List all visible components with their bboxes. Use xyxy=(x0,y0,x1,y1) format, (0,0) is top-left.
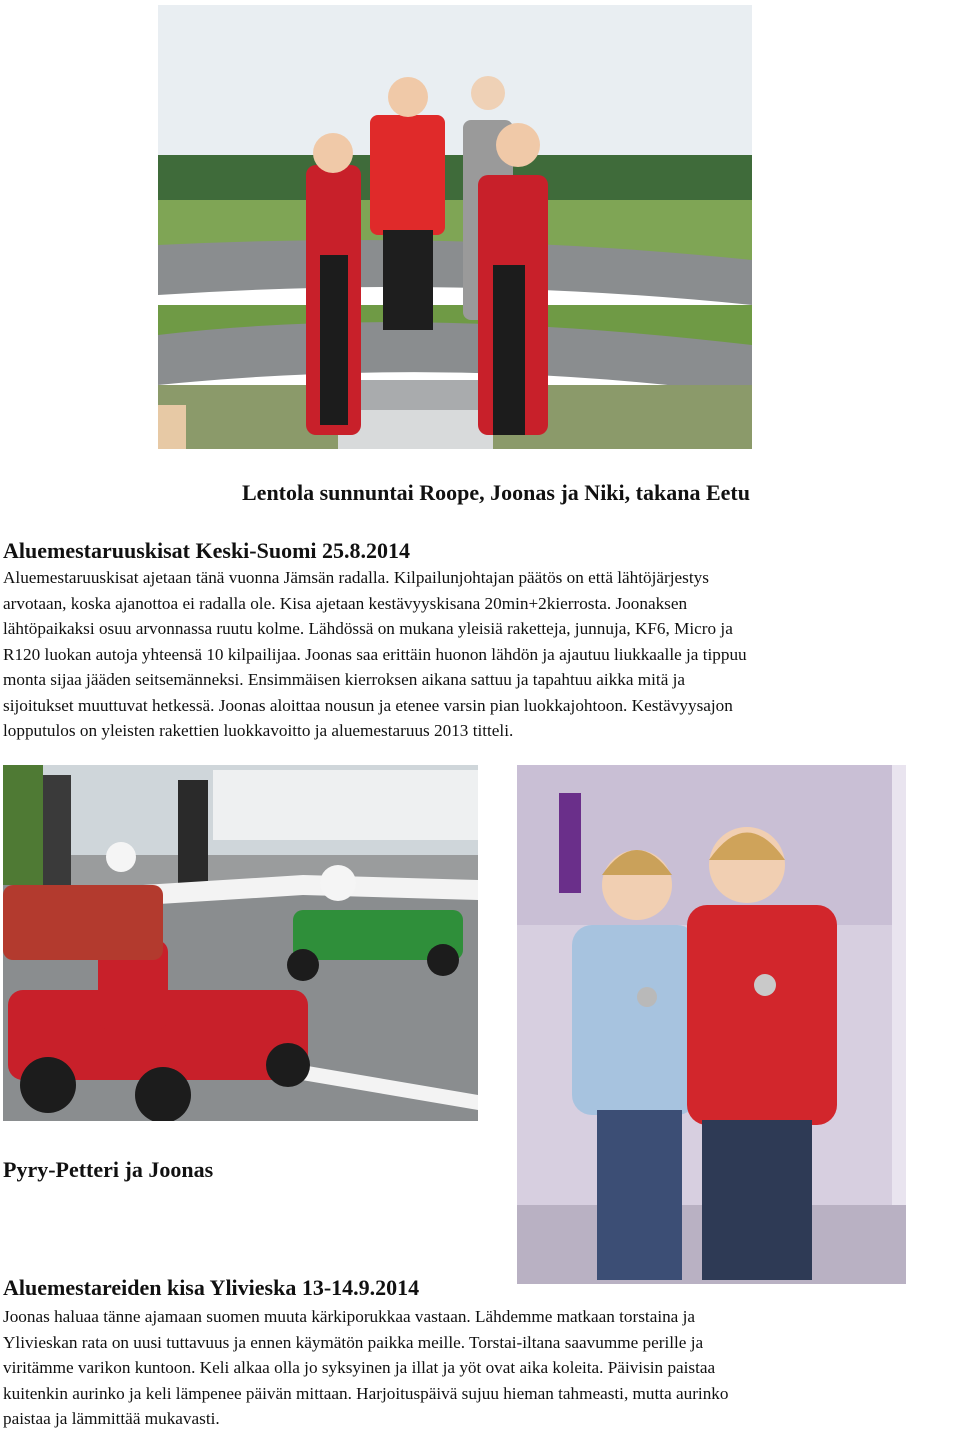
paragraph-line: viritämme varikon kuntoon. Keli alkaa olla jo syksyinen ja illat ja yöt ovat aika koleita. Päivisin paistaa xyxy=(3,1358,716,1377)
podium-photo xyxy=(158,5,752,449)
paragraph-keski-suomi xyxy=(3,565,959,744)
medal-photo-caption: Pyry-Petteri ja Joonas xyxy=(3,1157,214,1182)
paragraph-line: lopputulos on yleisten rakettien luokkavoitto ja aluemestaruus 2013 titteli. xyxy=(3,721,514,740)
paragraph-line: Aluemestaruuskisat ajetaan tänä vuonna Jämsän radalla. Kilpailunjohtajan päätös on että lähtöjärjestys xyxy=(3,568,709,587)
paragraph-line: Ylivieskan rata on uusi tuttavuus ja ennen käymätön paikka meille. Torstai-iltana saavumme perille ja xyxy=(3,1332,704,1352)
paragraph-ylivieska xyxy=(3,1304,959,1432)
paragraph-line: monta sijaa jääden seitsemänneksi. Ensimmäisen kierroksen aikana sattuu ja tapahtuu aikka mitä ja xyxy=(3,670,686,689)
paragraph-line: sijoitukset muuttuvat hetkessä. Joonas aloittaa nousun ja etenee varsin pian luokkajohtoon. Kestävyysajon xyxy=(3,695,733,715)
section-heading-keski-suomi: Aluemestaruuskisat Keski-Suomi 25.8.2014 xyxy=(3,538,411,563)
podium-photo-caption: Lentola sunnuntai Roope, Joonas ja Niki, takana Eetu xyxy=(242,480,750,505)
paragraph-line: lähtöpaikaksi osuu arvonnassa ruutu kolme. Lähdössä on mukana yleisiä raketteja, junnuja, KF6, Micro ja xyxy=(3,619,733,638)
paragraph-line: paistaa ja lämmittää mukavasti. xyxy=(3,1409,220,1428)
paragraph-line: Joonas haluaa tänne ajamaan suomen muuta kärkiporukkaa vastaan. Lähdemme matkaan torstaina ja xyxy=(3,1307,696,1326)
paragraph-line: kuitenkin aurinko ja keli lämpenee päivän mittaan. Harjoituspäivä sujuu hieman tahmeasti, mutta aurinko xyxy=(3,1383,729,1403)
karts-photo xyxy=(3,765,478,1121)
paragraph-line: arvotaan, koska ajanottoa ei radalla ole. Kisa ajetaan kestävyyskisana 20min+2kierrosta. Joonaksen xyxy=(3,593,688,613)
medal-boys-photo xyxy=(517,765,906,1284)
paragraph-line: R120 luokan autoja yhteensä 10 kilpailijaa. Joonas saa erittäin huonon lähdön ja ajautuu liukkaalle ja tippuu xyxy=(3,644,747,664)
section-heading-ylivieska: Aluemestareiden kisa Ylivieska 13-14.9.2014 xyxy=(3,1275,420,1300)
